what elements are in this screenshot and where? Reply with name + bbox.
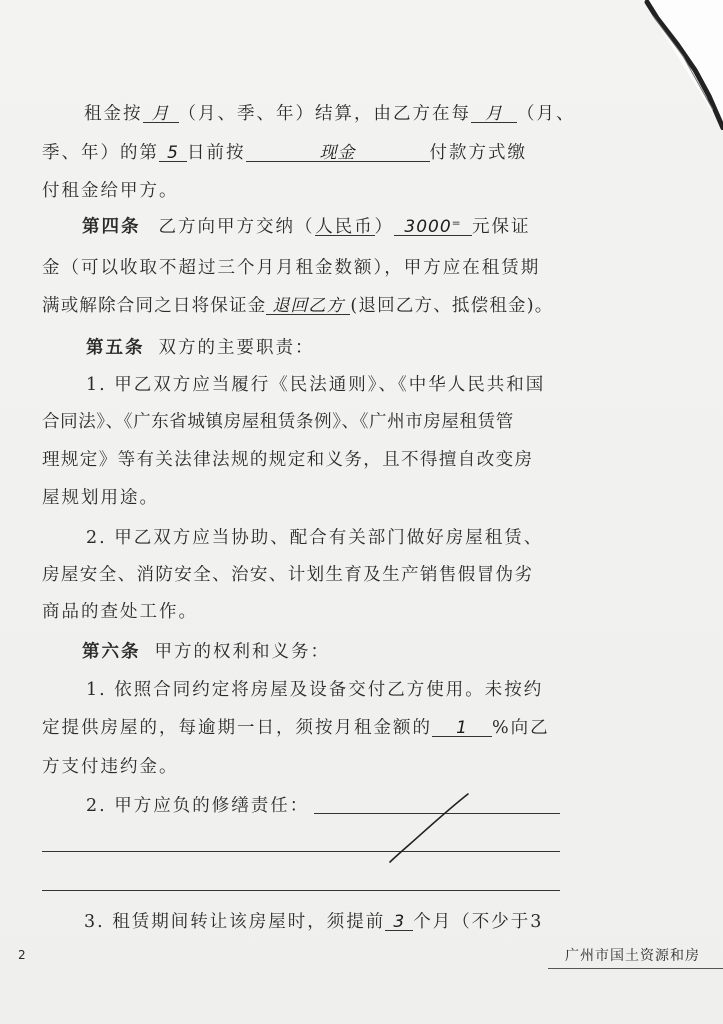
transfer-notice-line xyxy=(84,910,723,934)
notice-months-blank xyxy=(385,910,413,931)
text: 甲方的权利和义务： xyxy=(154,642,330,662)
text: 满或解除合同之日将保证金 xyxy=(42,296,267,316)
footer-rule xyxy=(548,968,723,969)
article-heading: 第六条 xyxy=(82,642,141,662)
text: 金（可以收取不超过三个月月租金数额），甲方应在租赁期 xyxy=(42,258,541,278)
text: 付租金给甲方。 xyxy=(42,181,179,201)
paragraph-line xyxy=(86,526,723,550)
payment-day-line xyxy=(42,141,723,165)
handwritten-value: 月 xyxy=(151,104,170,124)
paragraph-line xyxy=(42,179,723,203)
footer-publisher: 广州市国土资源和房 xyxy=(565,948,700,964)
handwritten-value: 月 xyxy=(485,104,503,124)
text: 付款方式缴 xyxy=(429,143,527,163)
text: 3. 租赁期间转让该房屋时，须提前 xyxy=(84,912,386,932)
payment-day-blank xyxy=(159,141,187,162)
text: 乙方向甲方交纳（ xyxy=(158,217,315,237)
deposit-currency-blank xyxy=(315,215,375,236)
deposit-handling-blank xyxy=(266,294,350,315)
text: ） xyxy=(374,217,394,237)
settlement-period-blank xyxy=(143,102,179,123)
text: （月、 xyxy=(517,104,576,124)
text: 个月（不少于3 xyxy=(413,912,544,932)
paragraph-line xyxy=(42,256,723,280)
text: 双方的主要职责： xyxy=(158,338,315,358)
paragraph-line xyxy=(86,373,723,397)
handwritten-value: 现金 xyxy=(319,143,356,163)
article-six-line xyxy=(82,640,723,664)
repair-blank-line xyxy=(42,851,560,852)
text: 屋规划用途。 xyxy=(42,488,159,508)
currency-value: 人民币 xyxy=(315,217,374,237)
text: 日前按 xyxy=(187,143,246,163)
paragraph-line xyxy=(42,410,723,434)
handwritten-value: 3000⁼ xyxy=(404,217,462,237)
text: 理规定》等有关法律法规的规定和义务，且不得擅自改变房 xyxy=(42,450,534,470)
strikeout-slash-mark xyxy=(380,790,480,866)
paragraph-line xyxy=(42,600,723,624)
text: (退回乙方、抵偿租金)。 xyxy=(350,296,554,316)
paragraph-line xyxy=(42,755,723,779)
text: 1. 依照合同约定将房屋及设备交付乙方使用。未按约 xyxy=(86,680,544,700)
repair-blank-line xyxy=(42,890,560,891)
article-four-line xyxy=(82,215,723,239)
deposit-return-line xyxy=(42,294,723,318)
rent-settlement-line xyxy=(84,102,723,126)
text: 定提供房屋的，每逾期一日，须按月租金额的 xyxy=(42,718,432,738)
paragraph-line xyxy=(86,678,723,702)
payment-method-blank xyxy=(246,141,430,162)
penalty-rate-blank xyxy=(432,716,492,737)
article-heading: 第四条 xyxy=(82,217,141,237)
deposit-amount-blank xyxy=(394,215,472,236)
handwritten-value: 1 xyxy=(456,718,468,738)
text: %向乙 xyxy=(492,718,550,738)
text: 2. 甲乙双方应当协助、配合有关部门做好房屋租赁、 xyxy=(86,528,544,548)
paragraph-line xyxy=(42,486,723,510)
article-heading: 第五条 xyxy=(86,338,145,358)
text: 2. 甲方应负的修缮责任： xyxy=(86,796,310,816)
text: 季、年）的第 xyxy=(42,143,159,163)
handwritten-value: 3 xyxy=(393,912,406,932)
paragraph-line xyxy=(42,448,723,472)
penalty-rate-line xyxy=(42,716,723,740)
handwritten-value: 5 xyxy=(167,143,179,163)
text: （月、季、年）结算，由乙方在每 xyxy=(178,104,471,124)
article-five-line xyxy=(86,336,723,360)
payment-period-blank xyxy=(471,102,517,123)
page-number: 2 xyxy=(18,948,26,962)
text: 租金按 xyxy=(84,104,143,124)
text: 方支付违约金。 xyxy=(42,757,179,777)
text: 房屋安全、消防安全、治安、计划生育及生产销售假冒伪劣 xyxy=(42,565,534,585)
paragraph-line xyxy=(42,563,723,587)
text: 1. 甲乙双方应当履行《民法通则》、《中华人民共和国 xyxy=(86,375,546,395)
text: 合同法》、《广东省城镇房屋租赁条例》、《广州市房屋租赁管 xyxy=(42,412,514,432)
text: 元保证 xyxy=(472,217,531,237)
handwritten-value: 退回乙方 xyxy=(272,296,345,316)
text: 商品的查处工作。 xyxy=(42,602,198,622)
